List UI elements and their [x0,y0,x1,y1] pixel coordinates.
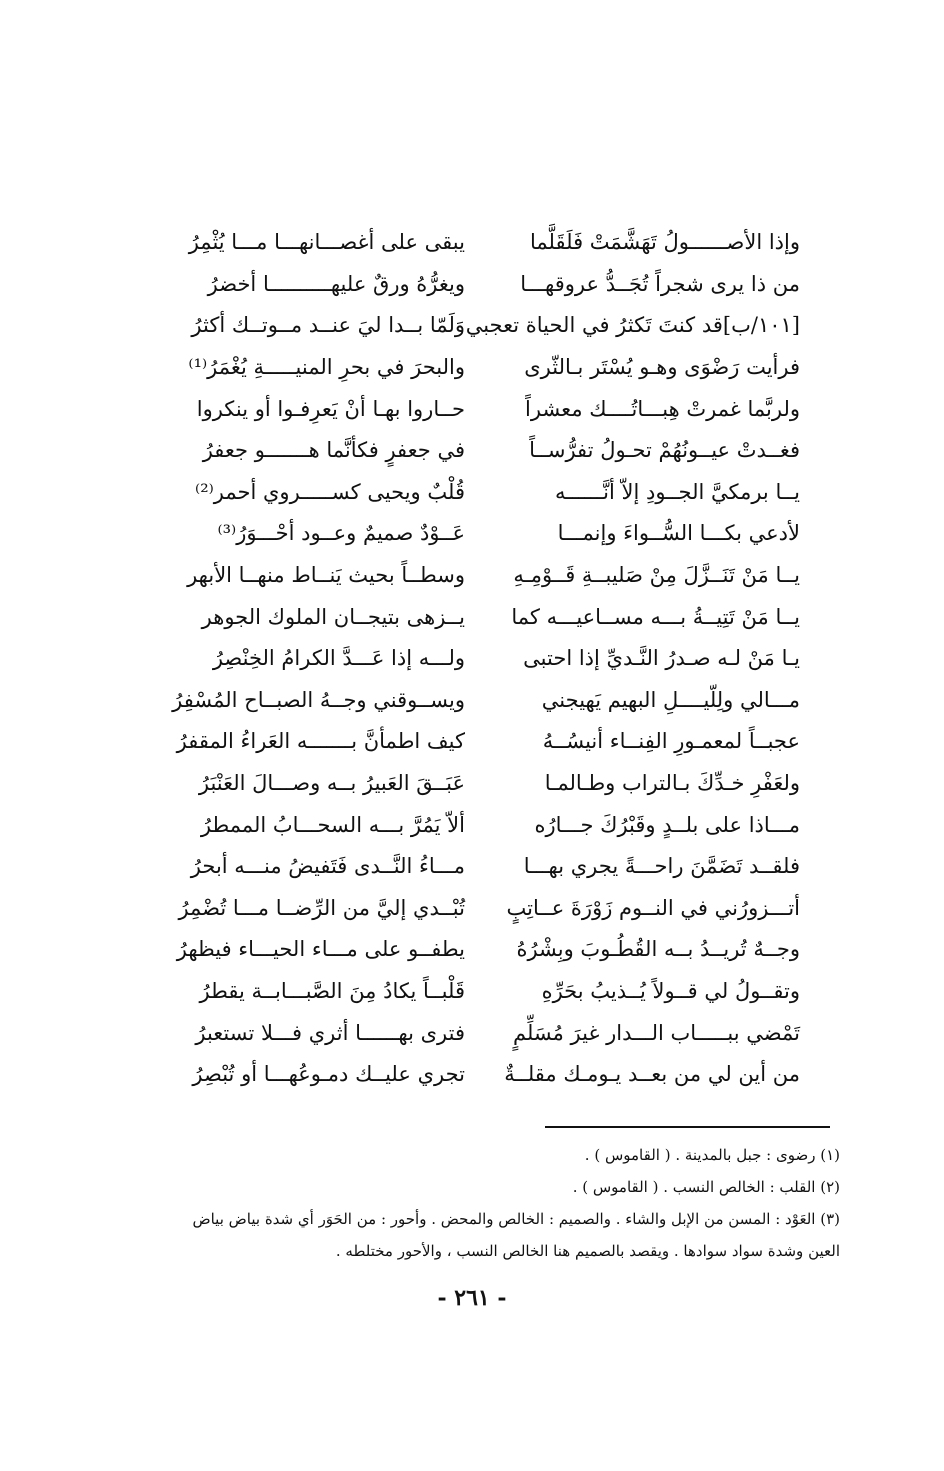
verse-row [172,680,800,722]
first-hemistich: فغــدتْ عيــونُهُمْ تحـولُ تفرُّســاً [529,438,800,463]
second-hemistich: عَبَــقَ العَبيرُ بــه وصـــالَ العَنْبَرُ [198,771,465,796]
first-hemistich: [١٠١/ب]قد كنتَ تَكثرُ في الحياة تعجبي [465,313,800,338]
first-hemistich: تَمْضي ببـــــاب الـــدار غيرَ مُسَلِّمٍ [512,1020,800,1045]
verse-row [180,1012,800,1054]
verse-row [180,222,800,264]
first-hemistich: أتـــزورُني في النــوم زَوْرَةَ عــاتِبٍ [506,895,800,920]
second-hemistich: مـــاءُ النَّــدى فَتَفيضُ منـــه أبحرُ [190,854,465,879]
second-hemistich: يبقى على أغصـــانهـــا مـــا يُثْمِرُ [188,230,465,255]
second-hemistich: وسطــاً بحيث يَنــاط منهــا الأبهر [187,563,465,588]
first-hemistich: يــا مَنْ تَتِيــةُ بـــه مســاعيـــه كما [511,604,800,629]
second-hemistich: يطفــو على مـــاء الحيـــاء فيظهرُ [176,937,465,962]
page-number: - ٢٦١ - [437,1285,507,1311]
verse-row [176,929,800,971]
second-hemistich: ألاّ يَمُرَّ بـــه السحـــابُ الممطرُ [200,812,465,837]
first-hemistich: من ذا يرى شجراً تُجَــدُّ عروقهـــا [520,271,800,296]
first-hemistich: فرأيت رَضْوَى وهـو يُسْتَر بـالثّرى [524,355,800,380]
second-hemistich: وَلَمّا بــدا ليَ عنــد مــوتــك أكثرُ [191,313,465,338]
first-hemistich: وإذا الأصــــــولُ تَهَشَّمَتْ فَلَقَلَّما [530,230,800,255]
footnotes [150,1148,840,1259]
verse-row [180,347,800,389]
verse-row [180,1054,800,1096]
second-hemistich: ويســوقني وجــهُ الصبــاح المُسْفِرُ [172,687,465,712]
verse-row [180,763,800,805]
footnote-3-line-2: العين وشدة سواد سوادها . ويقصد بالصميم هنا الخالص النسب ، والأحور مختلطه . [335,1242,840,1260]
verse-row [180,596,800,638]
second-hemistich: في جعفرٍ فكأنَّما هـــــــو جعفرُ [202,438,465,463]
verse-row [180,430,800,472]
poem [172,222,800,1095]
footnote-3-line-1: (٣) العَوْد : المسن من الإبل والشاء . والصميم : الخالص والمحض . وأحور : من الحَوَر أي شدة بياض بياض [192,1210,840,1228]
second-hemistich: حــاروا بهـا أنْ يَعرِفـوا أو ينكروا [196,396,465,421]
first-hemistich: عجبــاً لمعمـورِ الفِنــاء أنيسُــهُ [542,729,800,754]
second-hemistich: يــزهى بتيجــان الملوك الجوهر [201,604,465,629]
footnote-1: (١) رضوى : جبل بالمدينة . ( القاموس ) . [584,1146,840,1164]
first-hemistich: مـــاذا على بلــدٍ وقَبْرُكَ جـــارُه [534,812,800,837]
second-hemistich: ولـــه إذا عَـــدَّ الكرامُ الخِنْصِرُ [212,646,465,671]
first-hemistich: وجــهٌ تُريــدُ بــه القُطُـوبَ وبِشْرُهُ [516,937,800,962]
footnote-2: (٢) القلب : الخالص النسب . ( القاموس ) . [572,1178,840,1196]
first-hemistich: يــا برمكيَّ الجــودِ إلاّ أنَّــــــه [555,479,800,504]
footnote-divider [545,1126,830,1128]
first-hemistich: فلقــد تَضَمَّنَ راحـــةً يجري بهـــا [523,854,800,879]
first-hemistich: وتقــولُ لي قــولاً يُــذيبُ بحَرِّهِ [541,978,800,1003]
second-hemistich: كيف اطمأنَّ بـــــــه العَراءُ المقفرُ [176,729,465,754]
verse-row [180,555,800,597]
second-hemistich: فترى بهــــــا أثري فـــلا تستعبرُ [195,1020,465,1045]
verse-row [180,472,800,514]
verse-row [180,513,800,555]
verse-row [180,804,800,846]
verse-row [180,388,800,430]
verse-row [180,888,800,930]
second-hemistich: والبحرَ في بحرِ المنيـــــةِ يُغْمَرُ⁽¹⁾ [188,355,465,380]
second-hemistich: ويغرُّهُ ورقٌ عليهــــــــــا أخضرُ [207,271,465,296]
second-hemistich: عَــوْدٌ صميمٌ وعــود أحْـــوَرُ⁽³⁾ [217,521,465,546]
verse-row [180,971,800,1013]
second-hemistich: تجري عليــك دمـوعُهـــا أو تُبْصِرُ [192,1062,465,1087]
verse-row [180,638,800,680]
first-hemistich: ولربَّما غمرتْ هِبـــاتُــــك معشراً [525,396,800,421]
first-hemistich: لأدعي بكـــا السُّــواءَ وإنمـــا [557,521,800,546]
first-hemistich: ولعَفْرِ خـدِّكَ بـالتراب وطـالمـا [544,771,800,796]
second-hemistich: قُلْبٌ ويحيى كســـــروي أحمر⁽²⁾ [195,479,465,504]
second-hemistich: قَلْبــاً يكادُ مِنَ الصَّبـــابــة يقطرُ [199,978,465,1003]
second-hemistich: تُبْــدي إليَّ من الرِّضــا مـــا تُضْمِرُ [178,895,465,920]
first-hemistich: من أين لي من بعــد يـومـك مقلــةٌ [504,1062,800,1087]
verse-row [176,721,800,763]
first-hemistich: يـا مَنْ لـه صـدرُ النَّـديِّ إذا احتبى [523,646,800,671]
verse-row [180,305,800,347]
verse-row [180,264,800,306]
first-hemistich: مـــالي ولِلّيــــلِ البهيم يَهيجني [541,687,800,712]
first-hemistich: يــا مَنْ تَنَــزَّلَ مِنْ صَليبــةِ قَــوْمِـهِ [513,563,800,588]
verse-row [180,846,800,888]
